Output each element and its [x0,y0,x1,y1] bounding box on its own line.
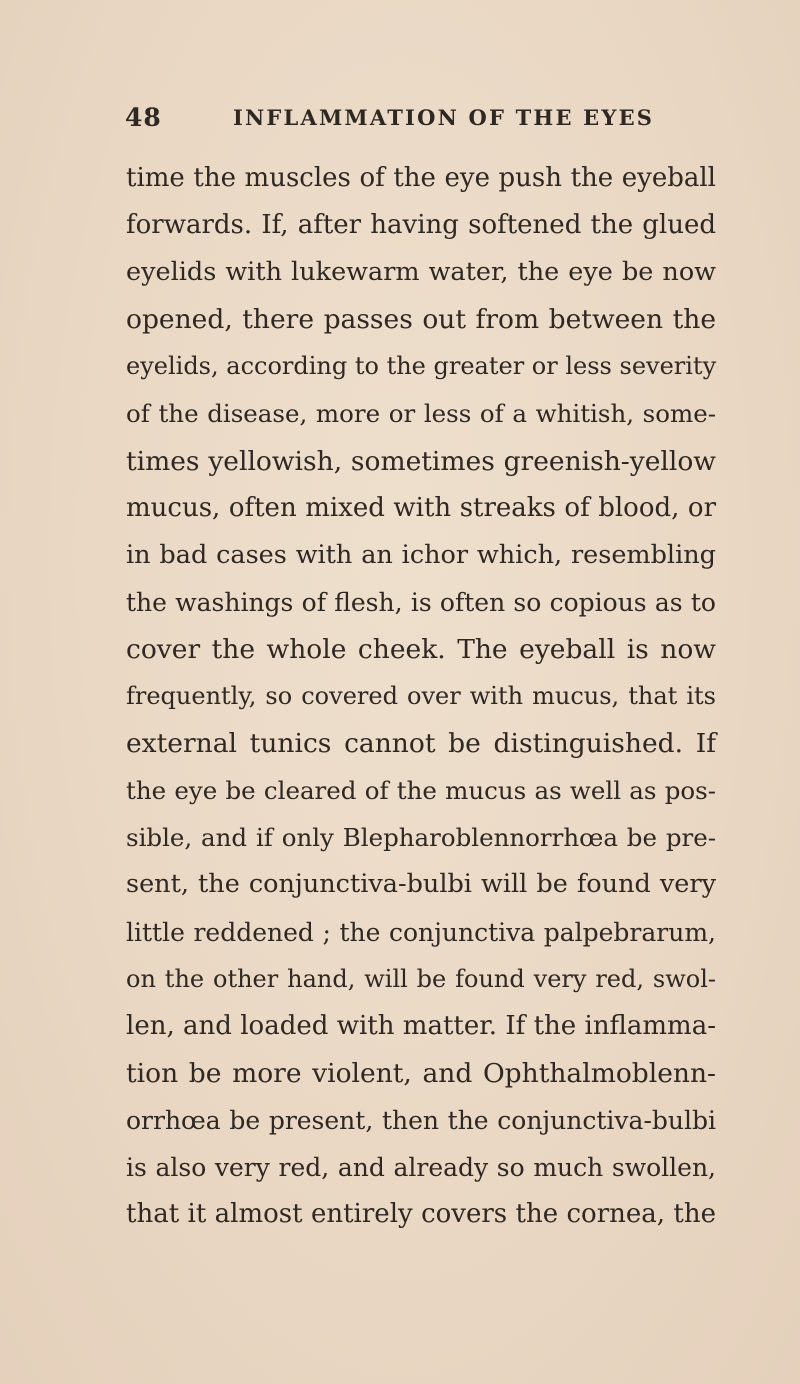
text-line: len, and loaded with matter. If the inflamma- [126,1010,716,1041]
text-line: of the disease, more or less of a whitish, some- [126,399,716,429]
text-line: tion be more violent, and Ophthalmoblenn- [126,1057,716,1089]
text-line: sent, the conjunctiva-bulbi will be found very [126,869,716,900]
page-number: 48 [125,103,162,132]
running-head [125,100,685,136]
text-line: frequently, so covered over with mucus, that its [126,682,716,711]
text-line: opened, there passes out from between the [126,304,716,336]
running-title: INFLAMMATION OF THE EYES [233,105,655,130]
text-line: cover the whole cheek. The eyeball is now [126,633,716,665]
text-line: sible, and if only Blepharoblennorrhœa be pre- [126,823,716,853]
text-line: on the other hand, will be found very red, swol- [126,964,716,993]
text-line: external tunics cannot be distinguished. If [126,728,716,760]
text-line: eyelids with lukewarm water, the eye be now [126,257,716,288]
text-line: times yellowish, sometimes greenish-yellow [126,445,716,477]
text-line: orrhœa be present, then the conjunctiva-bulbi [126,1105,716,1135]
text-line: eyelids, according to the greater or less severity [126,352,717,381]
text-line: little reddened ; the conjunctiva palpebrarum, [126,917,716,947]
text-line: the eye be cleared of the mucus as well as pos- [126,776,716,806]
text-line: time the muscles of the eye push the eyeball [126,163,716,193]
text-line: forwards. If, after having softened the glued [126,210,716,241]
text-line: in bad cases with an ichor which, resembling [126,539,716,570]
text-line: is also very red, and already so much swollen, [126,1152,716,1182]
body-text [126,155,716,1238]
text-line: the washings of flesh, is often so copious as to [126,587,716,617]
text-line: mucus, often mixed with streaks of blood, or [126,492,716,523]
text-line: that it almost entirely covers the cornea, the [126,1199,716,1230]
